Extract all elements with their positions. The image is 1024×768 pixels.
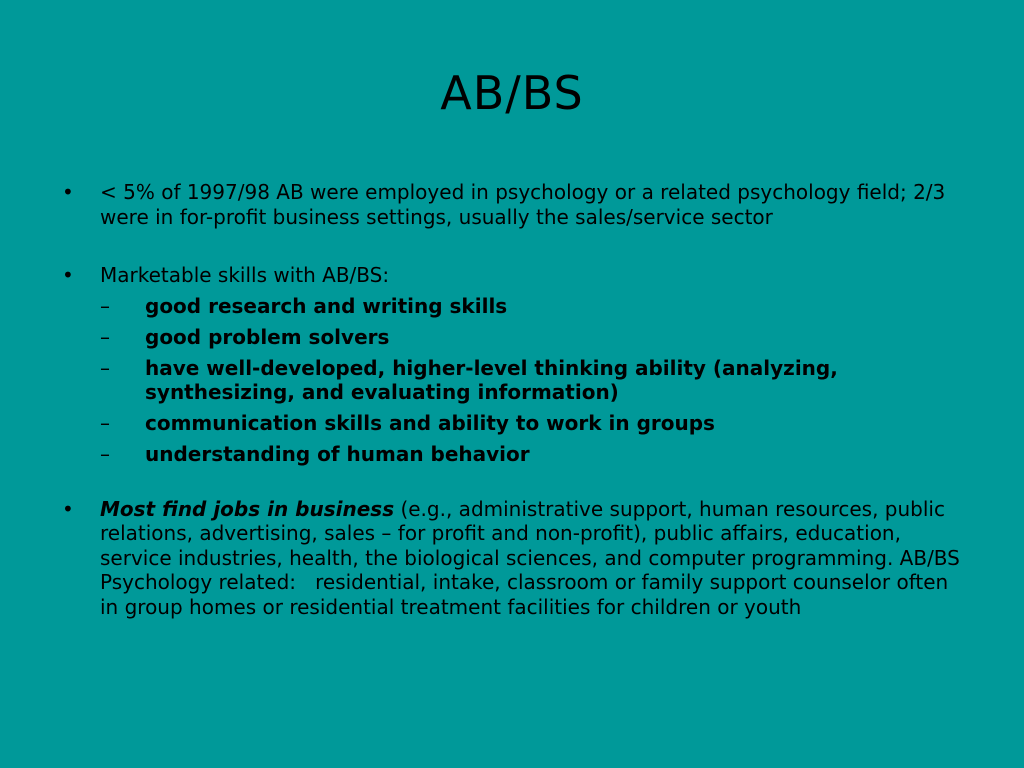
skill-item <box>100 294 962 319</box>
bullet-text: Marketable skills with AB/BS: <box>100 263 390 287</box>
skill-text: understanding of human behavior <box>145 442 530 466</box>
dash-icon: – <box>100 442 110 466</box>
dash-icon: – <box>100 411 110 435</box>
skill-text: have well-developed, higher-level thinking ability (analyzing, synthesizing, and evaluating information) <box>145 355 838 404</box>
skills-sublist <box>100 294 962 467</box>
bullet-jobs <box>62 496 967 620</box>
skill-item <box>100 411 962 436</box>
dash-icon: – <box>100 293 110 318</box>
bullet-text: (e.g., administrative support, human resources, public relations, advertising, sales – for profit and non-profit), public affairs, education, service industries, health, the biological sciences, and computer programming. AB/BS Psychology related: residential, intake, classroom or family support counselor often in group homes or residential treatment facilities for children or youth <box>100 496 967 619</box>
bullet-icon: • <box>62 263 74 287</box>
skill-text: good problem solvers <box>145 324 390 349</box>
bullet-emphasis: Most find jobs in business <box>100 496 395 521</box>
dash-icon: – <box>100 355 110 380</box>
bullet-marketable-skills <box>62 263 962 467</box>
skill-item <box>100 442 962 467</box>
bullet-icon: • <box>62 180 74 204</box>
slide-title: AB/BS <box>440 66 584 120</box>
bullet-employment <box>62 180 962 229</box>
skill-item <box>100 356 962 405</box>
skill-text: communication skills and ability to work in groups <box>145 411 715 435</box>
bullet-list <box>62 180 967 619</box>
dash-icon: – <box>100 324 110 349</box>
skill-text: good research and writing skills <box>145 293 508 318</box>
skill-item <box>100 325 962 350</box>
bullet-icon: • <box>62 496 74 521</box>
bullet-text: < 5% of 1997/98 AB were employed in psychology or a related psychology field; 2/3 were in for-profit business settings, usually the sales/service sector <box>100 180 946 229</box>
